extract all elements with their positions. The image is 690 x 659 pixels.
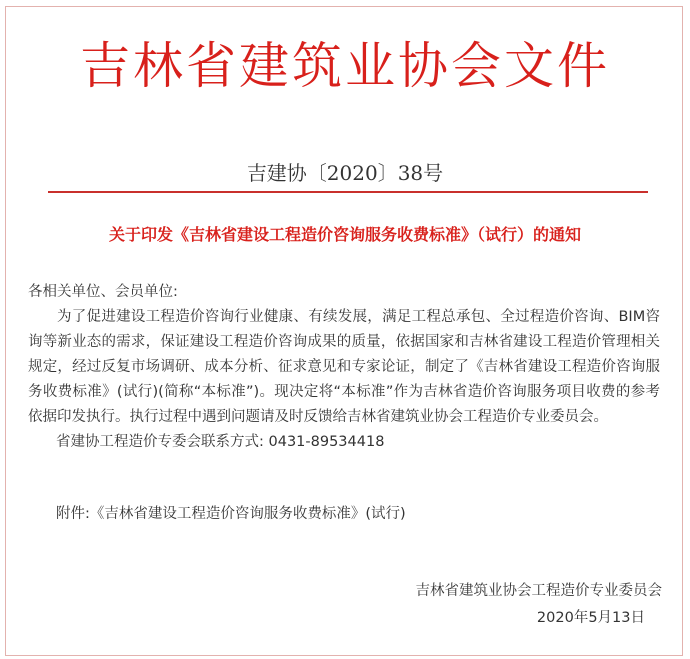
- signature-date: 2020年5月13日: [536, 610, 645, 626]
- notice-body: [28, 280, 660, 455]
- document-number: 吉建协〔2020〕38号: [246, 161, 444, 185]
- org-title: 吉林省建筑业协会文件: [80, 37, 610, 95]
- attachment-line: 附件:《吉林省建设工程造价咨询服务收费标准》(试行): [56, 506, 406, 522]
- red-divider: [48, 191, 648, 193]
- notice-title: 关于印发《吉林省建设工程造价咨询服务收费标准》（试行）的通知: [108, 225, 581, 244]
- signer-name: 吉林省建筑业协会工程造价专业委员会: [415, 583, 662, 599]
- salutation: 各相关单位、会员单位:: [28, 284, 178, 300]
- contact-line: 省建协工程造价专委会联系方式: 0431-89534418: [56, 434, 385, 450]
- body-paragraph: 为了促进建设工程造价咨询行业健康、有续发展，满足工程总承包、全过程造价咨询、BIM咨询等新业态的需求，保证建设工程造价咨询成果的质量，依据国家和吉林省建设工程造价管理相关规定，经过反复市场调研、成本分析、征求意见和专家论证，制定了《吉林省建设工程造价咨询服务收费标准》(试行)(简称“本标准”)。现决定将“本标准”作为吉林省造价咨询服务项目收费的参考依据印发执行。执行过程中遇到问题请及时反馈给吉林省建筑业协会工程造价专业委员会。: [28, 309, 660, 425]
